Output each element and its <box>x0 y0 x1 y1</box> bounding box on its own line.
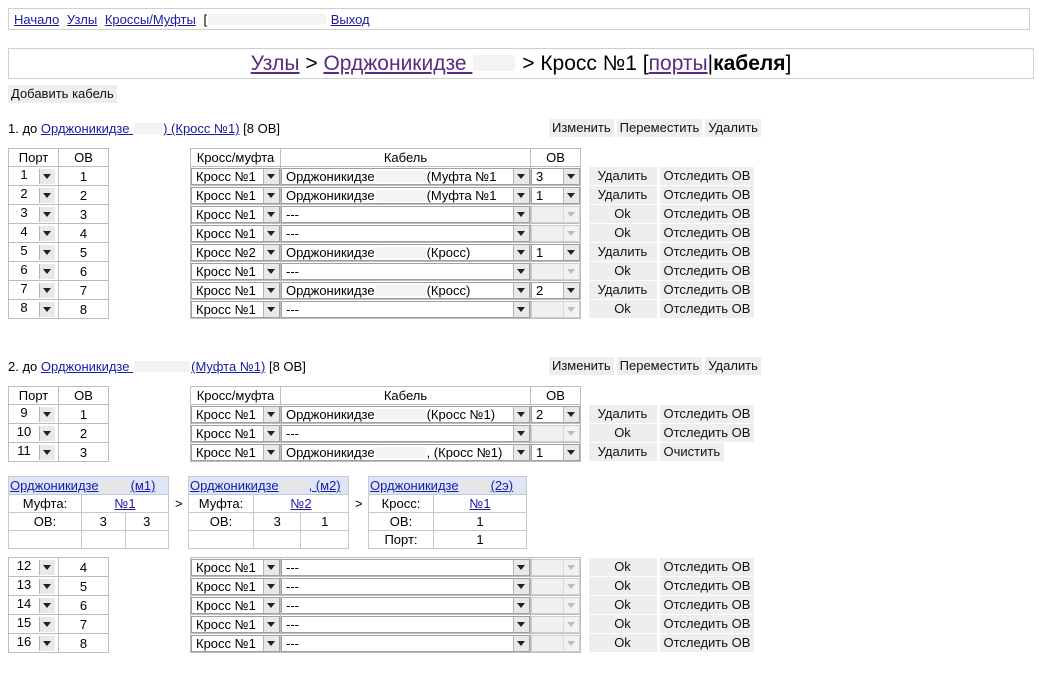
port-number: 7 <box>20 281 28 297</box>
cross-select[interactable]: Кросс №1 <box>191 616 280 633</box>
fiber-select <box>531 225 580 242</box>
fiber-number: 8 <box>59 634 109 653</box>
chevron-down-icon <box>563 636 579 651</box>
trace-port-label: Порт: <box>369 531 434 549</box>
section-1-port-table <box>8 148 755 319</box>
fiber-number: 3 <box>59 443 109 462</box>
clear-trace-button[interactable]: Очистить <box>660 443 725 461</box>
section-2-port-table-continued <box>8 557 755 653</box>
chevron-down-icon <box>563 426 579 441</box>
fiber-select <box>531 635 580 652</box>
trace-arrow: > <box>175 496 183 511</box>
ok-button[interactable]: Ok <box>589 596 657 614</box>
trace-kind-label: Муфта: <box>9 495 82 513</box>
ok-button[interactable]: Ok <box>589 300 657 318</box>
top-nav-bar <box>8 8 1030 30</box>
chevron-down-icon <box>39 226 55 241</box>
port-number: 9 <box>20 405 28 421</box>
trace-fiber-button[interactable]: Отследить ОВ <box>660 558 755 576</box>
trace-ov-label: ОВ: <box>369 513 434 531</box>
port-select[interactable] <box>39 578 57 595</box>
cross-select[interactable]: Кросс №1 <box>191 444 280 461</box>
delete-link-button[interactable]: Удалить <box>589 167 657 185</box>
fiber-select[interactable]: 1 <box>531 244 580 261</box>
trace-ov-a: 3 <box>82 513 126 531</box>
ok-button[interactable]: Ok <box>589 615 657 633</box>
chevron-down-icon <box>263 207 279 222</box>
chevron-down-icon <box>39 560 55 575</box>
port-row <box>9 615 755 634</box>
fiber-select[interactable]: 1 <box>531 187 580 204</box>
cable-select[interactable]: --- <box>281 225 530 242</box>
port-number: 6 <box>20 262 28 278</box>
port-number: 12 <box>16 558 32 574</box>
port-row <box>9 443 755 462</box>
chevron-down-icon <box>563 226 579 241</box>
trace-ov-label: ОВ: <box>189 513 254 531</box>
trace-ov-b: 3 <box>125 513 169 531</box>
chevron-down-icon <box>513 226 529 241</box>
cross-select[interactable]: Кросс №1 <box>191 301 280 318</box>
col-port: Порт <box>9 387 59 405</box>
cross-select[interactable]: Кросс №1 <box>191 206 280 223</box>
section-2-actions <box>546 357 761 375</box>
cable-select[interactable]: --- <box>281 425 530 442</box>
tab-cables-active: кабеля <box>713 52 786 75</box>
ok-button[interactable]: Ok <box>589 634 657 652</box>
col-cable: Кабель <box>281 149 531 167</box>
trace-node-1 <box>8 476 169 549</box>
bracket: [ <box>636 52 649 75</box>
chevron-down-icon <box>563 445 579 460</box>
chevron-down-icon <box>513 245 529 260</box>
trace-fiber-button[interactable]: Отследить ОВ <box>660 224 755 242</box>
cable-select[interactable]: Орджоникидзе (Кросс №1) <box>281 406 530 423</box>
nav-link-crosses[interactable]: Кроссы/Муфты <box>104 12 196 27</box>
fiber-number: 2 <box>59 424 109 443</box>
cable-select[interactable]: Орджоникидзе (Кросс) <box>281 244 530 261</box>
edit-button[interactable]: Изменить <box>549 119 614 137</box>
chevron-down-icon <box>513 598 529 613</box>
redacted-node <box>473 55 515 71</box>
redacted-user <box>208 14 326 25</box>
port-row <box>9 577 755 596</box>
port-row <box>9 224 755 243</box>
cable-select[interactable]: --- <box>281 616 530 633</box>
trace-kind-value[interactable]: №2 <box>290 496 312 511</box>
fiber-number: 7 <box>59 615 109 634</box>
chevron-down-icon <box>263 245 279 260</box>
chevron-down-icon <box>513 207 529 222</box>
port-select[interactable] <box>39 244 57 261</box>
chevron-down-icon <box>563 407 579 422</box>
trace-node-1-link[interactable]: Орджоникидзе (м1) <box>10 478 156 493</box>
port-number: 2 <box>20 186 28 202</box>
chevron-down-icon <box>563 617 579 632</box>
port-select[interactable] <box>39 425 57 442</box>
move-button[interactable]: Переместить <box>617 357 703 375</box>
trace-arrow: > <box>355 496 363 511</box>
section-prefix: 2. до <box>8 359 38 374</box>
fiber-number: 7 <box>59 281 109 300</box>
port-number: 15 <box>16 615 32 631</box>
chevron-down-icon <box>513 579 529 594</box>
chevron-down-icon <box>39 245 55 260</box>
delete-button[interactable]: Удалить <box>705 357 761 375</box>
chevron-down-icon <box>39 188 55 203</box>
trace-fiber-button[interactable]: Отследить ОВ <box>660 205 755 223</box>
port-row <box>9 558 755 577</box>
port-select[interactable] <box>39 263 57 280</box>
fiber-select <box>531 559 580 576</box>
port-row <box>9 300 755 319</box>
chevron-down-icon <box>263 426 279 441</box>
trace-ov-b: 1 <box>301 513 349 531</box>
chevron-down-icon <box>513 188 529 203</box>
trace-fiber-button[interactable]: Отследить ОВ <box>660 405 755 423</box>
trace-node-3-link[interactable]: Орджоникидзе (2э) <box>370 478 514 493</box>
delete-link-button[interactable]: Удалить <box>589 443 657 461</box>
trace-fiber-button[interactable]: Отследить ОВ <box>660 577 755 595</box>
page-title <box>8 48 1034 79</box>
chevron-down-icon <box>263 598 279 613</box>
chevron-down-icon <box>39 302 55 317</box>
chevron-down-icon <box>39 617 55 632</box>
section-1-link[interactable]: Орджоникидзе ) (Кросс №1) <box>40 121 240 136</box>
port-row <box>9 596 755 615</box>
fiber-number: 5 <box>59 243 109 262</box>
fiber-select <box>531 263 580 280</box>
chevron-down-icon <box>513 426 529 441</box>
cable-select[interactable]: Орджоникидзе (Муфта №1 <box>281 187 530 204</box>
section-2-link[interactable]: Орджоникидзе (Муфта №1) <box>40 359 266 374</box>
ok-button[interactable]: Ok <box>589 205 657 223</box>
fiber-select <box>531 597 580 614</box>
port-select[interactable] <box>39 597 57 614</box>
trace-fiber-button[interactable]: Отследить ОВ <box>660 243 755 261</box>
ok-button[interactable]: Ok <box>589 424 657 442</box>
delete-button[interactable]: Удалить <box>705 119 761 137</box>
port-select[interactable] <box>39 206 57 223</box>
port-number: 4 <box>20 224 28 240</box>
breadcrumb-nodes[interactable]: Узлы <box>250 52 300 75</box>
cable-select[interactable]: --- <box>281 301 530 318</box>
port-number: 5 <box>20 243 28 259</box>
section-prefix: 1. до <box>8 121 38 136</box>
ok-button[interactable]: Ok <box>589 262 657 280</box>
cross-select[interactable]: Кросс №1 <box>191 559 280 576</box>
cable-select[interactable]: Орджоникидзе (Кросс) <box>281 282 530 299</box>
trace-node-3 <box>368 476 527 549</box>
chevron-down-icon <box>563 598 579 613</box>
chevron-down-icon <box>563 169 579 184</box>
cross-select[interactable]: Кросс №1 <box>191 263 280 280</box>
cable-select[interactable]: Орджоникидзе , (Кросс №1) <box>281 444 530 461</box>
logout-link[interactable]: Выход <box>330 12 370 27</box>
fiber-select <box>531 616 580 633</box>
breadcrumb-sep: > <box>516 52 541 75</box>
add-cable-button[interactable]: Добавить кабель <box>8 85 117 103</box>
fiber-number: 6 <box>59 262 109 281</box>
fiber-number: 2 <box>59 186 109 205</box>
port-number: 10 <box>16 424 32 440</box>
section-1-title <box>8 121 280 136</box>
port-row <box>9 405 755 424</box>
chevron-down-icon <box>39 426 55 441</box>
port-select[interactable] <box>39 187 57 204</box>
chevron-down-icon <box>39 579 55 594</box>
trace-ov-a: 1 <box>434 513 527 531</box>
port-number: 13 <box>16 577 32 593</box>
cable-select[interactable]: --- <box>281 263 530 280</box>
trace-kind-label: Муфта: <box>189 495 254 513</box>
fiber-select <box>531 578 580 595</box>
fiber-select[interactable]: 2 <box>531 406 580 423</box>
cable-select[interactable]: --- <box>281 578 530 595</box>
port-number: 8 <box>20 300 28 316</box>
col-cable: Кабель <box>281 387 531 405</box>
trace-ov-a: 3 <box>254 513 301 531</box>
port-row <box>9 205 755 224</box>
fiber-number: 4 <box>59 558 109 577</box>
port-number: 14 <box>16 596 32 612</box>
cable-select[interactable]: --- <box>281 559 530 576</box>
trace-ov-label: ОВ: <box>9 513 82 531</box>
trace-node-2 <box>188 476 349 549</box>
section-2-title <box>8 359 306 374</box>
breadcrumb-node[interactable]: Орджоникидзе <box>323 52 516 75</box>
trace-kind-label: Кросс: <box>369 495 434 513</box>
trace-fiber-button[interactable]: Отследить ОВ <box>660 615 755 633</box>
delete-link-button[interactable]: Удалить <box>589 281 657 299</box>
chevron-down-icon <box>513 264 529 279</box>
chevron-down-icon <box>263 407 279 422</box>
chevron-down-icon <box>39 598 55 613</box>
fiber-select[interactable]: 2 <box>531 282 580 299</box>
port-number: 3 <box>20 205 28 221</box>
user-bracket: [ <box>203 12 208 27</box>
fiber-number: 5 <box>59 577 109 596</box>
port-select[interactable] <box>39 225 57 242</box>
trace-fiber-button[interactable]: Отследить ОВ <box>660 424 755 442</box>
fiber-count: [8 ОВ] <box>268 359 306 374</box>
section-2-port-table <box>8 386 755 462</box>
bracket: ] <box>785 52 792 75</box>
trace-kind-value[interactable]: №1 <box>114 496 136 511</box>
col-ov: ОВ <box>59 149 109 167</box>
move-button[interactable]: Переместить <box>617 119 703 137</box>
fiber-select <box>531 206 580 223</box>
port-row <box>9 262 755 281</box>
col-ov2: ОВ <box>531 387 581 405</box>
chevron-down-icon <box>263 226 279 241</box>
chevron-down-icon <box>39 445 55 460</box>
ok-button[interactable]: Ok <box>589 558 657 576</box>
port-number: 16 <box>16 634 32 650</box>
cross-select[interactable]: Кросс №1 <box>191 282 280 299</box>
cross-select[interactable]: Кросс №1 <box>191 597 280 614</box>
chevron-down-icon <box>39 407 55 422</box>
chevron-down-icon <box>563 560 579 575</box>
fiber-number: 3 <box>59 205 109 224</box>
chevron-down-icon <box>39 636 55 651</box>
fiber-number: 6 <box>59 596 109 615</box>
section-1-actions <box>546 119 761 137</box>
trace-fiber-button[interactable]: Отследить ОВ <box>660 167 755 185</box>
port-select[interactable] <box>39 168 57 185</box>
port-row <box>9 424 755 443</box>
cross-select[interactable]: Кросс №1 <box>191 578 280 595</box>
cable-select[interactable]: --- <box>281 206 530 223</box>
fiber-number: 8 <box>59 300 109 319</box>
chevron-down-icon <box>263 283 279 298</box>
chevron-down-icon <box>513 636 529 651</box>
chevron-down-icon <box>263 188 279 203</box>
chevron-down-icon <box>563 283 579 298</box>
chevron-down-icon <box>39 207 55 222</box>
trace-fiber-button[interactable]: Отследить ОВ <box>660 300 755 318</box>
port-row <box>9 281 755 300</box>
trace-fiber-button[interactable]: Отследить ОВ <box>660 262 755 280</box>
port-row <box>9 243 755 262</box>
chevron-down-icon <box>513 407 529 422</box>
ok-button[interactable]: Ok <box>589 577 657 595</box>
col-cross: Кросс/муфта <box>191 149 281 167</box>
chevron-down-icon <box>263 579 279 594</box>
chevron-down-icon <box>263 636 279 651</box>
cable-select[interactable]: --- <box>281 597 530 614</box>
port-row <box>9 186 755 205</box>
col-ov: ОВ <box>59 387 109 405</box>
cross-select[interactable]: Кросс №1 <box>191 425 280 442</box>
cross-select[interactable]: Кросс №1 <box>191 187 280 204</box>
col-ov2: ОВ <box>531 149 581 167</box>
trace-kind-value[interactable]: №1 <box>469 496 491 511</box>
chevron-down-icon <box>39 283 55 298</box>
chevron-down-icon <box>513 617 529 632</box>
chevron-down-icon <box>263 445 279 460</box>
port-select[interactable] <box>39 301 57 318</box>
nav-link-start[interactable]: Начало <box>14 12 60 27</box>
trace-fiber-button[interactable]: Отследить ОВ <box>660 596 755 614</box>
fiber-select[interactable]: 1 <box>531 444 580 461</box>
breadcrumb-sep: > <box>299 52 324 75</box>
fiber-select <box>531 301 580 318</box>
port-select[interactable] <box>39 406 57 423</box>
chevron-down-icon <box>563 245 579 260</box>
col-cross: Кросс/муфта <box>191 387 281 405</box>
chevron-down-icon <box>263 617 279 632</box>
chevron-down-icon <box>39 264 55 279</box>
cross-select[interactable]: Кросс №1 <box>191 635 280 652</box>
trace-fiber-button[interactable]: Отследить ОВ <box>660 281 755 299</box>
cross-select[interactable]: Кросс №1 <box>191 406 280 423</box>
trace-port-value: 1 <box>434 531 527 549</box>
col-port: Порт <box>9 149 59 167</box>
delete-link-button[interactable]: Удалить <box>589 186 657 204</box>
cross-title: Кросс №1 <box>540 52 637 75</box>
trace-fiber-button[interactable]: Отследить ОВ <box>660 186 755 204</box>
fiber-number: 1 <box>59 167 109 186</box>
chevron-down-icon <box>563 188 579 203</box>
port-select[interactable] <box>39 444 57 461</box>
fiber-number: 1 <box>59 405 109 424</box>
fiber-select <box>531 425 580 442</box>
port-select[interactable] <box>39 282 57 299</box>
nav-link-nodes[interactable]: Узлы <box>66 12 98 27</box>
trace-node-2-link[interactable]: Орджоникидзе , (м2) <box>190 478 341 493</box>
cross-select[interactable]: Кросс №1 <box>191 225 280 242</box>
tab-separator: | <box>707 52 714 75</box>
chevron-down-icon <box>39 169 55 184</box>
port-row <box>9 634 755 653</box>
port-select[interactable] <box>39 559 57 576</box>
chevron-down-icon <box>513 283 529 298</box>
fiber-select[interactable]: 3 <box>531 168 580 185</box>
delete-link-button[interactable]: Удалить <box>589 243 657 261</box>
port-number: 11 <box>17 443 31 459</box>
chevron-down-icon <box>563 302 579 317</box>
chevron-down-icon <box>563 579 579 594</box>
cable-select[interactable]: --- <box>281 635 530 652</box>
ok-button[interactable]: Ok <box>589 224 657 242</box>
chevron-down-icon <box>513 169 529 184</box>
chevron-down-icon <box>263 264 279 279</box>
fiber-number: 4 <box>59 224 109 243</box>
port-row <box>9 167 755 186</box>
chevron-down-icon <box>513 302 529 317</box>
chevron-down-icon <box>513 560 529 575</box>
cable-select[interactable]: Орджоникидзе (Муфта №1 <box>281 168 530 185</box>
port-select[interactable] <box>39 616 57 633</box>
fiber-count: [8 ОВ] <box>243 121 281 136</box>
chevron-down-icon <box>563 264 579 279</box>
port-number: 1 <box>20 167 28 183</box>
delete-link-button[interactable]: Удалить <box>589 405 657 423</box>
trace-fiber-button[interactable]: Отследить ОВ <box>660 634 755 652</box>
cross-select[interactable]: Кросс №1 <box>191 168 280 185</box>
cross-select[interactable]: Кросс №2 <box>191 244 280 261</box>
chevron-down-icon <box>263 169 279 184</box>
chevron-down-icon <box>513 445 529 460</box>
port-select[interactable] <box>39 635 57 652</box>
tab-ports[interactable]: порты <box>648 52 708 75</box>
edit-button[interactable]: Изменить <box>549 357 614 375</box>
chevron-down-icon <box>263 560 279 575</box>
chevron-down-icon <box>563 207 579 222</box>
chevron-down-icon <box>263 302 279 317</box>
